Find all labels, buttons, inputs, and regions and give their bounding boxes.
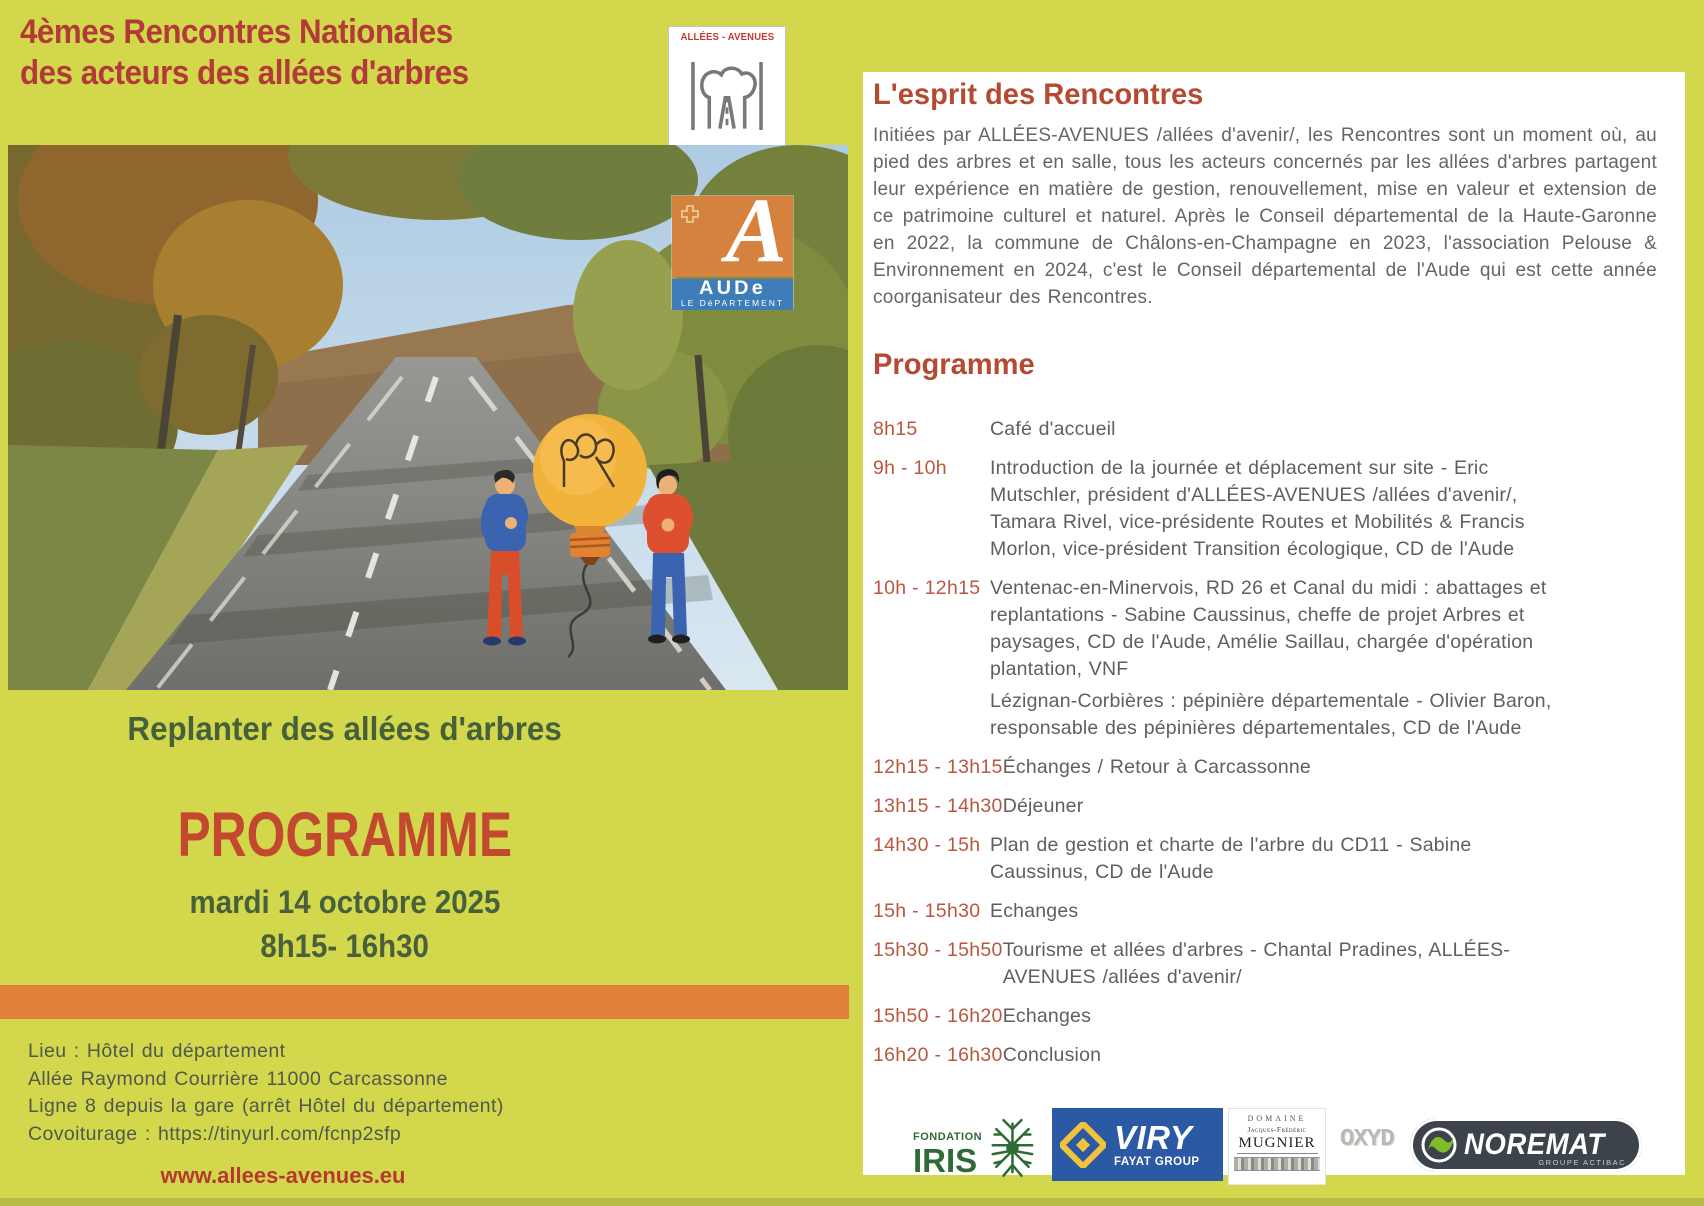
event-hours: 8h15- 16h30 [260, 928, 430, 964]
schedule-desc-paragraph: Café d'accueil [990, 418, 1116, 440]
schedule-time: 10h - 12h15 [873, 577, 981, 599]
noremat-name: NOREMAT [1464, 1128, 1605, 1161]
page-title [20, 12, 680, 94]
viry-logo [1052, 1108, 1223, 1181]
programme-banner: PROGRAMME [177, 800, 513, 870]
schedule-desc [1003, 1042, 1569, 1069]
mugnier-domaine: DOMAINE [1247, 1114, 1307, 1123]
schedule-desc-paragraph: Lézignan-Corbières : pépinière départementale - Olivier Baron, responsable des pépinières départementales, CD de l'Aude [990, 690, 1552, 739]
schedule-row [873, 1003, 1673, 1030]
location-line[interactable]: Covoiturage : https://tinyurl.com/fcnp2sfp [28, 1122, 402, 1145]
schedule-desc-paragraph: Conclusion [1002, 1044, 1102, 1066]
mugnier-name: MUGNIER [1237, 1135, 1318, 1154]
schedule-desc-paragraph: Plan de gestion et charte de l'arbre du CD11 - Sabine Caussinus, CD de l'Aude [990, 834, 1472, 883]
schedule-desc [1003, 1003, 1569, 1030]
programme-heading: Programme [873, 348, 1035, 381]
schedule-row [873, 575, 1673, 742]
schedule-time: 14h30 - 15h [873, 834, 981, 856]
schedule-desc-paragraph: Déjeuner [1002, 795, 1084, 817]
schedule-row [873, 793, 1673, 820]
schedule-row [873, 937, 1673, 991]
fondation-iris-logo [913, 1112, 1043, 1182]
noremat-swoosh-icon [1420, 1126, 1458, 1164]
schedule-desc-paragraph: Échanges / Retour à Carcassonne [1002, 756, 1311, 778]
schedule-time: 12h15 - 13h15 [873, 756, 1003, 778]
schedule-desc-paragraph: Echanges [990, 900, 1079, 922]
orange-divider [0, 985, 849, 1019]
schedule-row [873, 455, 1673, 563]
schedule-desc-paragraph: Echanges [1002, 1005, 1092, 1027]
tree-road-icon [688, 54, 766, 138]
iris-fondation-label: FONDATION [913, 1130, 983, 1143]
schedule-desc-paragraph: Ventenac-en-Minervois, RD 26 et Canal du midi : abattages et replantations - Sabine Caussinus, cheffe de projet Arbres et paysages, CD de l'Aude, Amélie Saillau, chargée d'opération plantation, VNF [990, 577, 1547, 680]
viry-name: VIRY [1114, 1118, 1193, 1156]
iris-tree-icon [982, 1111, 1043, 1183]
occitan-cross-icon [679, 203, 701, 225]
schedule-desc [990, 416, 1556, 443]
schedule-row [873, 1042, 1673, 1069]
schedule-row [873, 832, 1673, 886]
viry-text [1114, 1118, 1200, 1169]
mugnier-firstname: Jacques-Frédéric [1247, 1125, 1307, 1134]
schedule-time: 15h30 - 15h50 [873, 939, 1003, 961]
aude-logo-band [672, 279, 793, 310]
viry-diamond-icon [1060, 1122, 1106, 1168]
iris-name: IRIS [913, 1141, 978, 1179]
schedule-time: 13h15 - 14h30 [873, 795, 1003, 817]
viry-subtitle: FAYAT GROUP [1114, 1155, 1200, 1168]
schedule-time: 9h - 10h [873, 457, 947, 479]
schedule-row [873, 898, 1673, 925]
schedule-desc [1003, 793, 1569, 820]
mugnier-ornament [1234, 1157, 1320, 1171]
location-block [28, 1038, 668, 1148]
allees-avenues-logo-title: ALLÉES - AVENUES [680, 32, 774, 43]
esprit-heading: L'esprit des Rencontres [873, 78, 1204, 111]
location-line: Allée Raymond Courrière 11000 Carcassonne [28, 1067, 448, 1090]
schedule-desc [990, 898, 1556, 925]
schedule-list [873, 416, 1673, 1081]
aude-letter: A [725, 196, 787, 277]
program-panel [863, 72, 1685, 1179]
schedule-time: 15h50 - 16h20 [873, 1005, 1003, 1027]
noremat-subtitle: GROUPE ACTIBAC [1538, 1158, 1626, 1167]
aude-department-logo [672, 196, 793, 308]
bottom-edge-strip [0, 1198, 1704, 1206]
aude-logo-orange [672, 196, 793, 277]
website-link[interactable]: www.allees-avenues.eu [160, 1163, 406, 1188]
oxyd-logo: OXYD [1340, 1126, 1394, 1153]
event-date: mardi 14 octobre 2025 [189, 884, 501, 920]
mugnier-logo [1228, 1108, 1326, 1185]
schedule-desc [1003, 937, 1569, 991]
schedule-desc-paragraph: Introduction de la journée et déplacement sur site - Eric Mutschler, président d'ALLÉES-AVENUES /allées d'avenir/, Tamara Rivel, vice-présidente Routes et Mobilités & Francis Morlon, vice-président Transition écologique, CD de l'Aude [990, 457, 1525, 560]
schedule-desc [990, 832, 1556, 886]
schedule-desc [990, 575, 1556, 742]
aude-subtitle: LE DéPARTEMENT [680, 298, 785, 308]
aude-name: AUDe [699, 278, 766, 299]
schedule-desc-paragraph: Tourisme et allées d'arbres - Chantal Pradines, ALLÉES-AVENUES /allées d'avenir/ [1002, 939, 1510, 988]
schedule-desc [1003, 754, 1569, 781]
schedule-row [873, 754, 1673, 781]
location-line: Ligne 8 depuis la gare (arrêt Hôtel du département) [28, 1095, 504, 1117]
title-line-1: 4èmes Rencontres Nationales [20, 13, 453, 51]
schedule-time: 16h20 - 16h30 [873, 1044, 1003, 1066]
schedule-time: 15h - 15h30 [873, 900, 981, 922]
iris-text [913, 1132, 982, 1177]
noremat-logo [1410, 1118, 1642, 1172]
tagline: Replanter des allées d'arbres [127, 710, 563, 747]
schedule-row [873, 416, 1673, 443]
location-line: Lieu : Hôtel du département [28, 1040, 286, 1062]
schedule-time: 8h15 [873, 418, 918, 440]
esprit-paragraph: Initiées par ALLÉES-AVENUES /allées d'avenir/, les Rencontres sont un moment où, au pied des arbres et en salle, tous les acteurs concernés par les allées d'arbres partagent leur expérience en matière de gestion, renouvellement, mise en valeur et extension de ce patrimoine culturel et naturel. Après le Conseil départemental de la Haute-Garonne en 2022, la commune de Châlons-en-Champagne en 2023, l'association Pelouse & Environnement en 2024, c'est le Conseil départemental de l'Aude qui est cette année coorganisateur des Rencontres. [873, 125, 1657, 308]
title-line-2: des acteurs des allées d'arbres [20, 54, 469, 92]
schedule-desc [990, 455, 1556, 563]
